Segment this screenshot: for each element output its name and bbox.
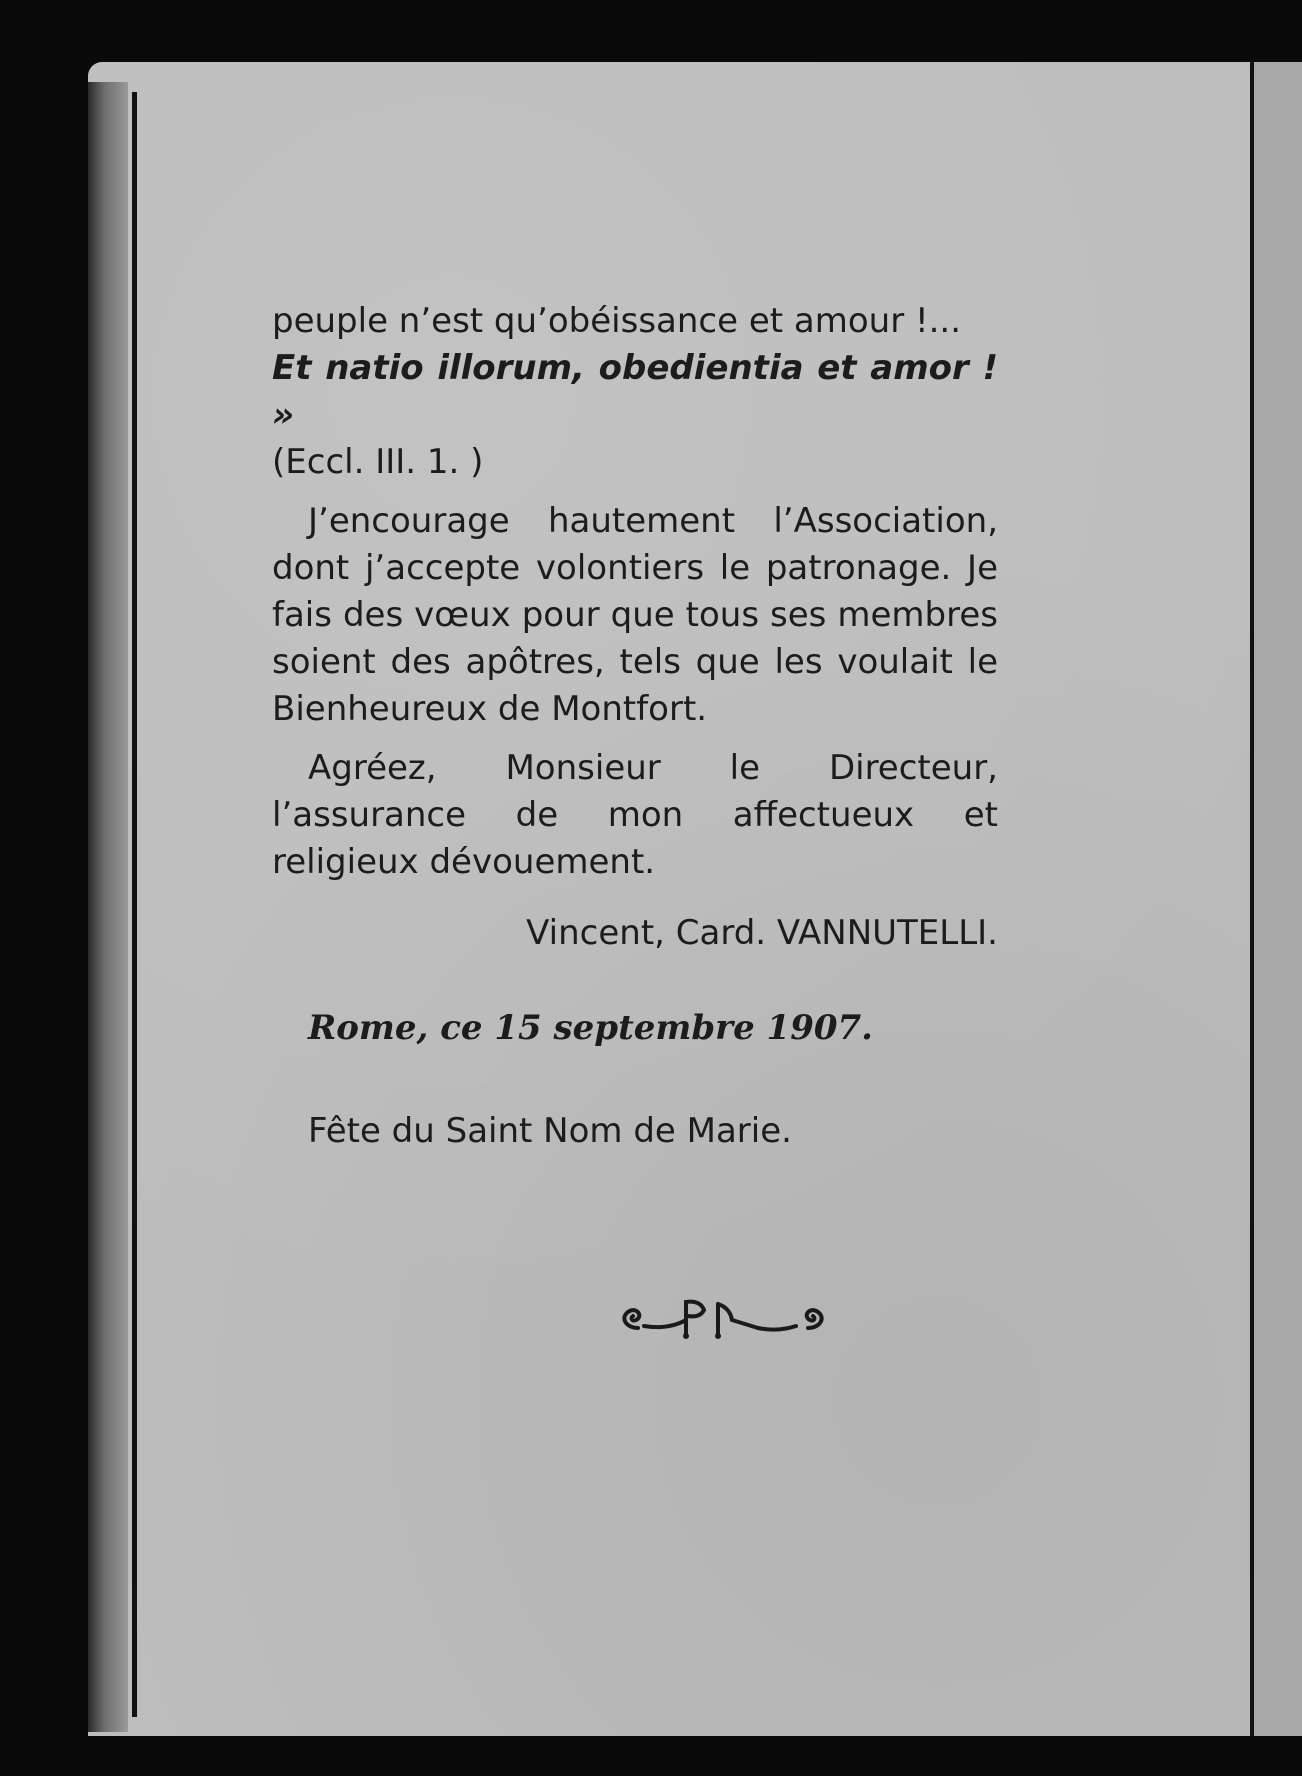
encouragement-paragraph: J’encourage hautement l’Association, dont j’accepte volontiers le patronage. Je fais des vœux pour que tous ses membres soient des apôtres, tels que les voulait le Bienheureux de Montfort.: [272, 501, 998, 729]
latin-quote-line: Et natio illorum, obedientia et amor ! »: [272, 348, 998, 435]
letter-text-block: [272, 298, 998, 1155]
signature-line: Vincent, Card. VANNUTELLI.: [526, 913, 998, 953]
page-left-edge-shadow: [88, 82, 128, 1732]
scripture-reference: (Eccl. III. 1. ): [272, 442, 484, 482]
adjacent-page-strip: [1254, 62, 1302, 1736]
date-line: Rome, ce 15 septembre 1907.: [308, 1008, 874, 1048]
closing-paragraph: Agréez, Monsieur le Directeur, l’assurance de mon affectueux et religieux dévouement.: [272, 748, 998, 882]
feast-line: Fête du Saint Nom de Marie.: [308, 1111, 792, 1151]
quote-end-line: peuple n’est qu’obéissance et amour !...: [272, 301, 962, 341]
left-border-rule: [132, 92, 137, 1717]
decorative-flourish-icon: [608, 1290, 838, 1350]
